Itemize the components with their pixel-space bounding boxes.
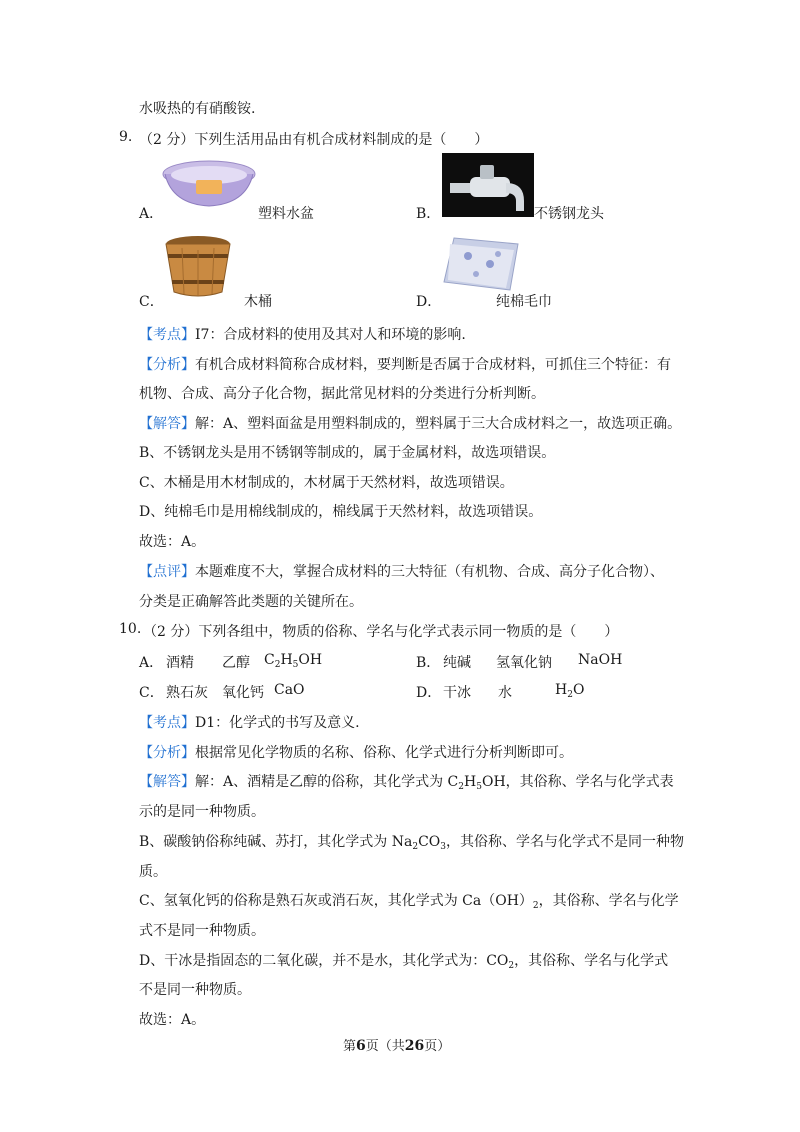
q9-dianping-line2: 分类是正确解答此类题的关键所在。: [139, 594, 363, 610]
q10-jieda-d-line1: D、干冰是指固态的二氧化碳，并不是水，其化学式为：$CO_2$，其俗称、学名与化学式: [139, 953, 669, 971]
q9-option-a-letter: A．: [139, 206, 164, 222]
q9-option-c-label: 木桶: [244, 294, 272, 310]
q9-option-b-label: 不锈钢龙头: [534, 206, 604, 222]
q9-jieda-line3: C、木桶是用木材制成的，木材属于天然材料，故选项错误。: [139, 475, 514, 491]
q10-kaodian-text: D1：化学式的书写及意义.: [195, 715, 360, 731]
q10-jieda-d-line2: 不是同一种物质。: [139, 982, 251, 998]
q9-fenxi-tag: 【分析】: [139, 357, 195, 373]
q9-stem: （2 分）下列生活用品由有机合成材料制成的是（ ）: [139, 132, 489, 148]
q9-dianping-tag: 【点评】: [139, 564, 195, 580]
wooden-bucket-image: [162, 234, 234, 300]
q10-option-b-name: 氢氧化钠: [496, 655, 552, 671]
q10-option-d-name: 水: [498, 685, 512, 701]
q9-option-c-letter: C．: [139, 294, 164, 310]
q10-jieda-tag: 【解答】: [139, 774, 195, 790]
q10-option-c-common: 熟石灰: [166, 685, 208, 701]
page-number: 6: [356, 1038, 366, 1054]
q10-option-a-formula: $C_2H_5OH$: [264, 652, 323, 670]
q10-stem: （2 分）下列各组中，物质的俗称、学名与化学式表示同一物质的是（ ）: [143, 624, 619, 640]
q9-option-b-letter: B．: [416, 206, 441, 222]
q10-option-a-letter: A．: [139, 655, 164, 671]
q10-kaodian-line: [139, 712, 360, 732]
q10-jieda-c-line2: 式不是同一种物质。: [139, 923, 265, 939]
faucet-image: [442, 153, 534, 217]
q9-number: 9.: [119, 129, 133, 145]
intro-text: 水吸热的有硝酸铵.: [139, 101, 256, 117]
q9-jieda-line1: [139, 413, 681, 433]
q9-dianping-line1: [139, 561, 664, 581]
q10-fenxi-tag: 【分析】: [139, 745, 195, 761]
q10-kaodian-tag: 【考点】: [139, 715, 195, 731]
page-total: 26: [404, 1038, 425, 1054]
q9-answer: 故选：A。: [139, 534, 206, 550]
q9-kaodian-line: [139, 324, 466, 344]
q10-fenxi-text: 根据常见化学物质的名称、俗称、化学式进行分析判断即可。: [195, 745, 573, 761]
q10-option-b-formula: NaOH: [578, 652, 623, 668]
q10-option-c-name: 氧化钙: [222, 685, 264, 701]
q10-option-c-formula: CaO: [274, 682, 305, 698]
plastic-basin-image: [160, 158, 258, 210]
q9-kaodian-tag: 【考点】: [139, 327, 195, 343]
q10-jieda-b-line2: 质。: [139, 864, 167, 880]
q9-option-d-letter: D．: [416, 294, 442, 310]
cotton-towel-image: [440, 230, 524, 296]
q10-number: 10.: [119, 621, 142, 637]
q9-fenxi-line1: [139, 354, 671, 374]
q10-option-c-letter: C．: [139, 685, 164, 701]
q10-option-d-common: 干冰: [443, 685, 471, 701]
q10-fenxi-line: [139, 742, 573, 762]
q9-option-d-label: 纯棉毛巾: [496, 294, 552, 310]
q10-option-a-common: 酒精: [166, 655, 194, 671]
q9-jieda-tag: 【解答】: [139, 416, 195, 432]
q9-kaodian-text: I7：合成材料的使用及其对人和环境的影响.: [195, 327, 466, 343]
q10-option-d-formula: $H_2O$: [555, 682, 585, 700]
q9-jieda-line4: D、纯棉毛巾是用棉线制成的，棉线属于天然材料，故选项错误。: [139, 504, 543, 520]
q10-jieda-b-line1: B、碳酸钠俗称纯碱、苏打，其化学式为 $Na_2CO_3$，其俗称、学名与化学式不是同一种物: [139, 834, 685, 852]
q10-jieda-c-line1: C、氢氧化钙的俗称是熟石灰或消石灰，其化学式为 $Ca(OH)_2$，其俗称、学名与化学: [139, 893, 679, 911]
q10-jieda-a-line2: 示的是同一种物质。: [139, 804, 265, 820]
q10-jieda-a-line1: 【解答】解：A、酒精是乙醇的俗称，其化学式为 $C_2H_5OH$，其俗称、学名与化学式表: [139, 774, 674, 792]
q10-option-a-name: 乙醇: [222, 655, 250, 671]
q10-answer: 故选：A。: [139, 1012, 206, 1028]
q10-option-d-letter: D．: [416, 685, 442, 701]
q9-fenxi-line2: 机物、合成、高分子化合物，据此常见材料的分类进行分析判断。: [139, 386, 545, 402]
q9-fenxi-text1: 有机合成材料简称合成材料，要判断是否属于合成材料，可抓住三个特征：有: [195, 357, 671, 373]
q9-dianping-text1: 本题难度不大，掌握合成材料的三大特征（有机物、合成、高分子化合物）、: [195, 564, 664, 580]
q9-option-a-label: 塑料水盆: [258, 206, 314, 222]
q9-jieda-text1: 解：A、塑料面盆是用塑料制成的，塑料属于三大合成材料之一，故选项正确。: [195, 416, 682, 432]
q10-option-b-common: 纯碱: [443, 655, 471, 671]
q9-jieda-line2: B、不锈钢龙头是用不锈钢等制成的，属于金属材料，故选项错误。: [139, 445, 556, 461]
page-footer: 第6页（共26页）: [343, 1038, 451, 1054]
q10-option-b-letter: B．: [416, 655, 441, 671]
